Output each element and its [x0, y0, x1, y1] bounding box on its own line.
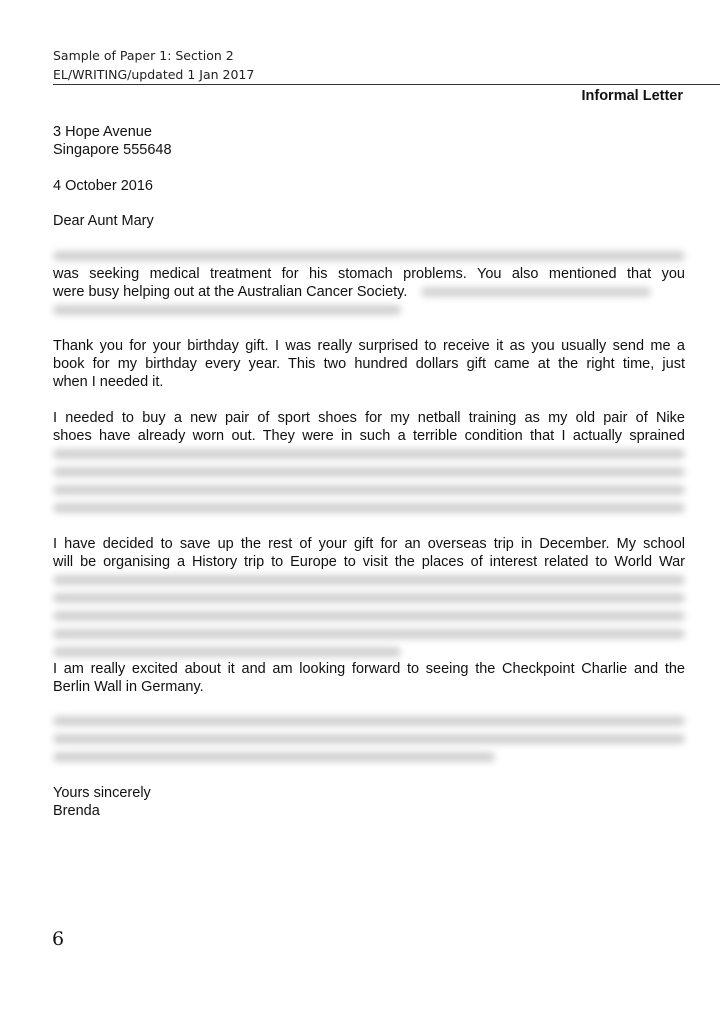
address-city: Singapore 555648 [53, 142, 172, 158]
page-number: 6 [52, 928, 65, 950]
letter-closing [53, 784, 685, 820]
paragraph-4-line-2: will be organising a History trip to Europe to visit the places of interest related to World War [53, 554, 685, 570]
blurred-line [53, 481, 685, 499]
blurred-line [53, 247, 685, 265]
paragraph-2-line-1: Thank you for your birthday gift. I was really surprised to receive it as you usually send me a [53, 338, 685, 354]
blurred-line [53, 571, 685, 589]
blurred-line [53, 625, 685, 643]
paragraph-3-line-1: I needed to buy a new pair of sport shoes for my netball training as my old pair of Nike [53, 410, 685, 426]
blurred-line [53, 643, 685, 661]
sender-address [53, 123, 685, 159]
blurred-line [53, 499, 685, 517]
paragraph-3 [53, 409, 685, 517]
header-rule [53, 84, 720, 85]
document-type-label: Informal Letter [581, 88, 683, 104]
paragraph-5-line-1: I am really excited about it and am looking forward to seeing the Checkpoint Charlie and the [53, 661, 685, 677]
paragraph-5 [53, 660, 685, 696]
paragraph-5-line-2: Berlin Wall in Germany. [53, 679, 204, 695]
salutation: Dear Aunt Mary [53, 213, 154, 229]
paragraph-1-line-3: were busy helping out at the Australian Cancer Society. [53, 283, 685, 301]
paragraph-1 [53, 247, 685, 319]
blurred-line [53, 730, 685, 748]
closing-phrase: Yours sincerely [53, 785, 151, 801]
letter-date: 4 October 2016 [53, 178, 153, 194]
paragraph-4-line-1: I have decided to save up the rest of your gift for an overseas trip in December. My school [53, 536, 685, 552]
header-update-info: EL/WRITING/updated 1 Jan 2017 [53, 67, 255, 82]
paragraph-4 [53, 535, 685, 661]
blurred-line [53, 748, 685, 766]
paragraph-2-line-3: when I needed it. [53, 374, 164, 390]
blurred-line [53, 607, 685, 625]
blurred-line [53, 445, 685, 463]
paragraph-6 [53, 712, 685, 766]
paragraph-1-line-2: was seeking medical treatment for his stomach problems. You also mentioned that you [53, 266, 685, 282]
page-header [53, 46, 254, 84]
header-paper-section: Sample of Paper 1: Section 2 [53, 48, 234, 63]
blurred-line [53, 712, 685, 730]
blurred-line [53, 463, 685, 481]
paragraph-2 [53, 337, 685, 391]
blurred-text [421, 287, 651, 297]
paragraph-3-line-2: shoes have already worn out. They were in such a terrible condition that I actually sprained [53, 428, 685, 444]
blurred-line [53, 301, 685, 319]
signature-name: Brenda [53, 803, 100, 819]
paragraph-2-line-2: book for my birthday every year. This two hundred dollars gift came at the right time, just [53, 356, 685, 372]
blurred-line [53, 589, 685, 607]
address-street: 3 Hope Avenue [53, 124, 152, 140]
